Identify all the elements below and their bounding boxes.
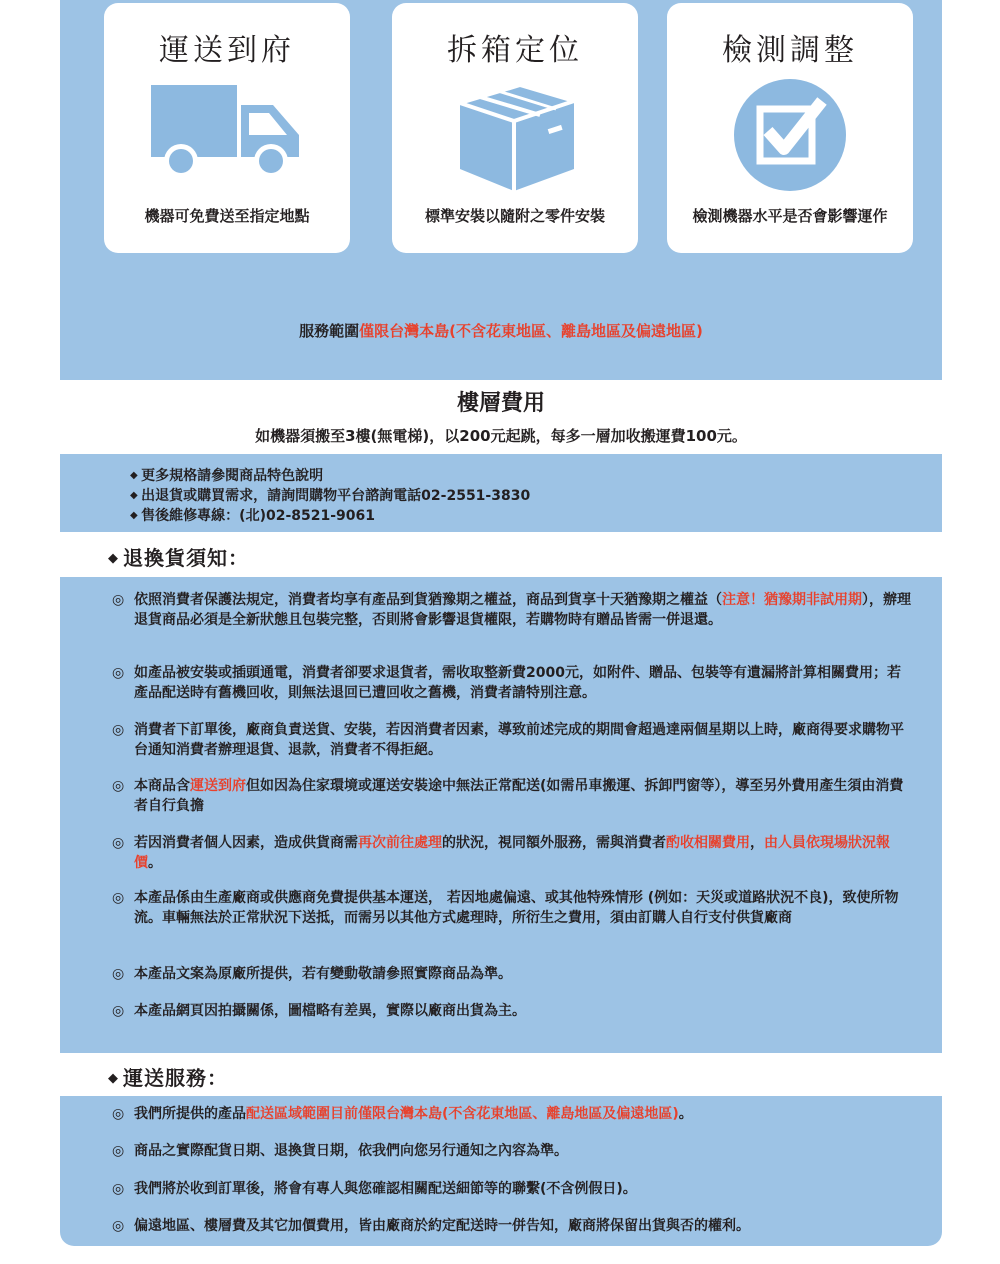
card-inspection — [667, 3, 913, 253]
notice-text: 。 — [678, 1106, 693, 1122]
notice-text: 依照消費者保護法規定，消費者均享有產品到貨猶豫期之權益，商品到貨享十天猶豫期之權益（ — [134, 592, 722, 608]
info-panel — [60, 454, 942, 532]
notice-text: 本產品網頁因拍攝關係，圖檔略有差異，實際以廠商出貨為主。 — [134, 1003, 526, 1019]
bullseye-icon: ◎ — [112, 835, 125, 851]
notice-highlight: 配送區域範圍目前僅限台灣本島(不含花東地區、離島地區及偏遠地區) — [246, 1106, 679, 1122]
notice-text: 如產品被安裝或插頭通電，消費者卻要求退貨者，需收取整新費2000元，如附件、贈品、包裝等有遺漏將計算相關費用；若產品配送時有舊機回收，則無法退回已遭回收之舊機，消費者請特別注意。 — [134, 665, 901, 701]
floor-fee-title: 樓層費用 — [456, 391, 545, 416]
card-desc: 檢測機器水平是否會影響運作 — [692, 207, 888, 225]
return-notice-5 — [112, 833, 914, 873]
delivery-notice-1 — [112, 1104, 914, 1124]
service-panel — [60, 0, 942, 380]
notice-text: 本產品係由生產廠商或供應商免費提供基本運送， 若因地處偏遠、或其他特殊情形 (例如：天災或道路狀況不良)，致使所物流。車輛無法於正常狀況下送抵，而需另以其他方式處理時，所衍生之費用，須由訂購人自行支付供貨廠商 — [134, 890, 899, 926]
return-notice-1 — [112, 590, 914, 630]
returns-heading — [108, 542, 249, 571]
delivery-title: 運送服務： — [123, 1066, 228, 1090]
card-title: 運送到府 — [159, 33, 295, 68]
diamond-icon: ◆ — [108, 551, 119, 566]
notice-text: 。 — [148, 855, 162, 871]
return-notice-3 — [112, 720, 914, 760]
floor-fee-desc: 如機器須搬至3樓(無電梯)，以200元起跳，每多一層加收搬運費100元。 — [255, 427, 747, 445]
returns-title: 退換貨須知： — [123, 546, 249, 570]
bullseye-icon: ◎ — [112, 722, 125, 738]
service-area-highlight: 僅限台灣本島(不含花東地區、離島地區及偏遠地區) — [359, 322, 703, 340]
card-desc: 機器可免費送至指定地點 — [144, 207, 310, 225]
delivery-notice-4 — [112, 1216, 914, 1236]
card-delivery — [104, 3, 350, 253]
notice-text: 的狀況，視同額外服務，需與消費者 — [442, 835, 666, 851]
bullseye-icon: ◎ — [112, 1218, 125, 1234]
bullseye-icon: ◎ — [112, 966, 125, 982]
return-notice-8 — [112, 1001, 914, 1021]
notice-text: 我們將於收到訂單後，將會有專人與您確認相關配送細節等的聯繫(不含例假日)。 — [134, 1181, 637, 1197]
info-item: ◆ 售後維修專線：(北)02-8521-9061 — [130, 506, 530, 526]
notice-text: 偏遠地區、樓層費及其它加價費用，皆由廠商於約定配送時一併告知，廠商將保留出貨與否的權利。 — [134, 1218, 750, 1234]
bullseye-icon: ◎ — [112, 1181, 125, 1197]
checkmark-icon — [667, 75, 913, 195]
box-icon — [392, 75, 638, 195]
notice-highlight: 酌收相關費用 — [666, 835, 750, 851]
bullseye-icon: ◎ — [112, 592, 125, 608]
notice-highlight: 注意！猶豫期非試用期 — [722, 592, 862, 608]
notice-highlight: 由人員依現場狀況報價 — [134, 835, 890, 871]
notice-text: 消費者下訂單後，廠商負責送貨、安裝，若因消費者因素，導致前述完成的期間會超過達兩個星期以上時，廠商得要求購物平台通知消費者辦理退貨、退款，消費者不得拒絕。 — [134, 722, 904, 758]
card-title: 拆箱定位 — [447, 33, 583, 68]
delivery-notice-3 — [112, 1179, 914, 1199]
service-area-note — [60, 320, 942, 341]
returns-panel — [60, 577, 942, 1053]
delivery-notice-2 — [112, 1141, 914, 1161]
notice-highlight: 運送到府 — [190, 778, 246, 794]
card-title: 檢測調整 — [722, 33, 858, 68]
return-notice-6 — [112, 888, 914, 928]
notice-text: 我們所提供的產品 — [134, 1106, 246, 1122]
bullseye-icon: ◎ — [112, 665, 125, 681]
info-item: ◆ 出退貨或購買需求，請詢問購物平台諮詢電話02-2551-3830 — [130, 486, 530, 506]
notice-text: 若因消費者個人因素，造成供貨商需 — [134, 835, 358, 851]
bullseye-icon: ◎ — [112, 1143, 125, 1159]
info-item: ◆ 更多規格請參閱商品特色說明 — [130, 466, 530, 486]
card-unboxing — [392, 3, 638, 253]
info-list — [130, 466, 530, 526]
bullseye-icon: ◎ — [112, 890, 125, 906]
return-notice-4 — [112, 776, 914, 816]
return-notice-7 — [112, 964, 914, 984]
bullseye-icon: ◎ — [112, 1003, 125, 1019]
bullseye-icon: ◎ — [112, 1106, 125, 1122]
card-desc: 標準安裝以隨附之零件安裝 — [424, 207, 605, 225]
truck-icon — [104, 75, 350, 195]
notice-text: ），辦理退貨商品必須是全新狀態且包裝完整，否則將會影響退貨權限，若購物時有贈品皆需一併退還。 — [134, 592, 911, 628]
notice-text: 本商品含 — [134, 778, 190, 794]
bullseye-icon: ◎ — [112, 778, 125, 794]
notice-text: 商品之實際配貨日期、退換貨日期，依我們向您另行通知之內容為準。 — [134, 1143, 568, 1159]
delivery-panel — [60, 1096, 942, 1246]
service-area-label: 服務範圍 — [299, 322, 360, 340]
return-notice-2 — [112, 663, 914, 703]
delivery-heading — [108, 1062, 228, 1091]
notice-highlight: 再次前往處理 — [358, 835, 442, 851]
diamond-icon: ◆ — [108, 1071, 119, 1086]
notice-text: 但如因為住家環境或運送安裝途中無法正常配送(如需吊車搬運、拆卸門窗等），導至另外費用產生須由消費者自行負擔 — [134, 778, 904, 814]
notice-text: ， — [750, 835, 764, 851]
notice-text: 本產品文案為原廠所提供，若有變動敬請參照實際商品為準。 — [134, 966, 512, 982]
